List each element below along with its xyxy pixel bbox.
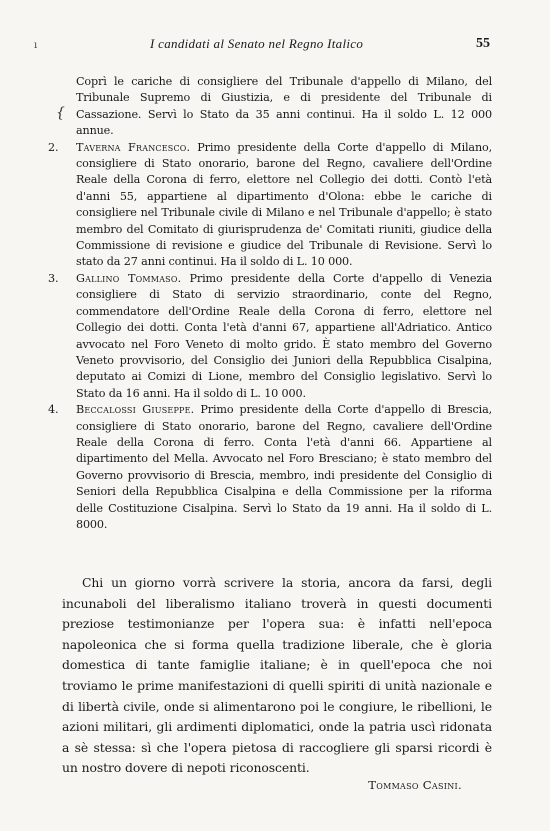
running-title: I candidati al Senato nel Regno Italico [150, 36, 364, 51]
author-signature: Tommaso Casini. [368, 778, 462, 792]
margin-brace-mark: { [56, 105, 65, 121]
candidate-name: Gallino Tommaso. [76, 271, 182, 285]
candidate-name: Beccalossi Giuseppe. [76, 403, 195, 417]
page-number: 55 [476, 36, 490, 51]
entry-text: Primo presidente della Corte d'appello di Milano, consigliere di Stato onorario, barone del Regno, cavaliere dell'Ordine Reale della Corona di ferro, elettore nel Collegio dei dotti. Contò l'età d'anni 55, appartiene al dipartimento d'Olona: ebbe le cariche di consigliere nel Tribunale civile di Milano e nel Tribunale d'appello; è stato membro del Comitato di giurisprudenza de' Comitati riuniti, giudice della Commissione di revisione e giudice del Tribunale di Revisione. Servì lo stato da 27 anni continui. Ha il soldo di L. 10 000. [76, 140, 493, 269]
entry-text: Primo presidente della Corte d'appello di Venezia consigliere di Stato di servizio straordinario, conte del Regno, commendatore dell'Ordine Reale della Corona di ferro, elettore nel Collegio dei dotti. Conta l'età d'anni 67, appartiene all'Adriatico. Antico avvocato nel Foro Veneto di molto grido. È stato membro del Governo Veneto provvisorio, del Consiglio dei Juniori della Repubblica Cisalpina, deputato ai Comizi di Lione, membro del Consiglio legislativo. Servì lo Stato da 16 anni. Ha il soldo di L. 10 000. [76, 271, 493, 400]
conclusion-paragraph [62, 573, 492, 779]
entry-continuation: Coprì le cariche di consigliere del Tribunale d'appello di Milano, del Tribunale Supremo di Giustizia, e di presidente del Tribunale di Cassazione. Servì lo Stato da 35 anni continui. Ha il soldo L. 12 000 annue. [76, 75, 492, 138]
candidate-list [48, 74, 493, 533]
candidate-name: Taverna Francesco. [76, 140, 191, 154]
list-item [48, 402, 492, 533]
conclusion-text: Chi un giorno vorrà scrivere la storia, ancora da farsi, degli incunaboli del liberalismo italiano troverà in questi documenti preziose testimonianze per l'opera sua: è infatti nell'epoca napoleonica che si forma quella tradizione liberale, che è gloria domestica di tante famiglie italiane; è in quell'epoca che noi troviamo le prime manifestazioni di quelli spiriti di unità nazionale e di libertà civile, onde si alimentarono poi le congiure, le ribellioni, le azioni militari, gli ardimenti diplomatici, onde la patria uscì ridonata a sè stessa: sì che l'opera pietosa di raccogliere gli sparsi ricordi è un nostro dovere di nepoti riconoscenti. [62, 575, 492, 776]
entry-number: 3. [48, 271, 59, 285]
entry-text: Primo presidente della Corte d'appello di Brescia, consigliere di Stato onorario, barone del Regno, cavaliere dell'Ordine Reale della Corona di ferro. Conta l'età d'anni 66. Appartiene al dipartimento del Mella. Avvocato nel Foro Bresciano; è stato membro del Governo provvisorio di Brescia, membro, indi presidente del Consiglio di Seniori della Repubblica Cisalpina e della Commissione per la riforma delle Costituzione Cisalpina. Servì lo Stato da 19 anni. Ha il soldo di L. 8000. [76, 403, 492, 531]
entry-number: 4. [48, 403, 59, 417]
list-item [48, 140, 493, 271]
page-header [60, 36, 490, 56]
entry-number: 2. [48, 140, 59, 154]
margin-mark: ı [34, 40, 38, 51]
list-item [48, 271, 493, 402]
